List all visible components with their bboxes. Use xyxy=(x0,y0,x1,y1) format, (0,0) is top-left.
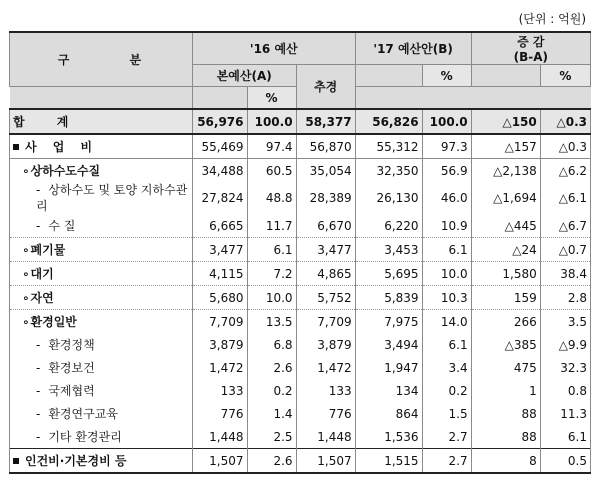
cell-proposal-pct: 1.5 xyxy=(422,402,471,425)
row-label xyxy=(10,159,193,183)
row-label xyxy=(10,402,193,425)
circle-marker-icon: ∘ xyxy=(22,267,30,281)
cell-original-pct: 60.5 xyxy=(247,159,296,183)
cell-original-pct: 2.5 xyxy=(247,425,296,449)
cell-proposal: 26,130 xyxy=(355,182,422,214)
header-supplementary: 추경 xyxy=(296,65,355,110)
cell-proposal: 1,947 xyxy=(355,356,422,379)
row-label-text: 상하수도수질 xyxy=(30,164,101,178)
cell-proposal-pct: 100.0 xyxy=(422,109,471,134)
table-row-waste xyxy=(10,238,591,262)
table-row-intl xyxy=(10,379,591,402)
row-label-text: 사 업 비 xyxy=(25,140,99,154)
row-label xyxy=(10,310,193,334)
row-label: 합 계 xyxy=(10,109,193,134)
cell-change-pct: 3.5 xyxy=(540,310,590,334)
row-label-text: 폐기물 xyxy=(30,243,66,257)
cell-proposal-pct: 6.1 xyxy=(422,333,471,356)
cell-original: 5,680 xyxy=(192,286,247,310)
cell-original: 34,488 xyxy=(192,159,247,183)
cell-original-pct: 97.4 xyxy=(247,134,296,159)
cell-change: 266 xyxy=(471,310,540,334)
cell-proposal: 56,826 xyxy=(355,109,422,134)
cell-change-pct: △0.3 xyxy=(540,134,590,159)
cell-proposal-pct: 14.0 xyxy=(422,310,471,334)
unit-note: (단위 : 억원) xyxy=(518,12,586,26)
cell-proposal-pct: 46.0 xyxy=(422,182,471,214)
row-label-text: 대기 xyxy=(30,267,54,281)
header-change-pct: % xyxy=(540,65,590,87)
dash-marker-icon: - xyxy=(36,183,41,197)
cell-original: 7,709 xyxy=(192,310,247,334)
cell-original-pct: 10.0 xyxy=(247,286,296,310)
budget-table xyxy=(9,31,591,474)
header-change-line2: (B-A) xyxy=(513,50,548,64)
cell-change: △2,138 xyxy=(471,159,540,183)
table-row-env-general xyxy=(10,310,591,334)
header-original-pct: % xyxy=(247,87,296,110)
cell-proposal: 1,536 xyxy=(355,425,422,449)
cell-change-pct: 0.5 xyxy=(540,449,590,474)
row-label-text: 인건비·기본경비 등 xyxy=(25,454,127,468)
circle-marker-icon: ∘ xyxy=(22,291,30,305)
cell-change-pct: △6.2 xyxy=(540,159,590,183)
row-label xyxy=(10,262,193,286)
cell-supplementary: 5,752 xyxy=(296,286,355,310)
cell-proposal: 864 xyxy=(355,402,422,425)
cell-change-pct: △9.9 xyxy=(540,333,590,356)
circle-marker-icon: ∘ xyxy=(22,243,30,257)
circle-marker-icon: ∘ xyxy=(22,315,30,329)
row-label xyxy=(10,134,193,159)
table-row-water xyxy=(10,159,591,183)
cell-proposal: 7,975 xyxy=(355,310,422,334)
dash-marker-icon: - xyxy=(36,219,41,233)
cell-supplementary: 1,507 xyxy=(296,449,355,474)
row-label-text: 국제협력 xyxy=(48,384,95,398)
table-row-water-soil xyxy=(10,182,591,214)
header-change xyxy=(471,32,590,65)
cell-supplementary: 56,870 xyxy=(296,134,355,159)
cell-proposal-pct: 0.2 xyxy=(422,379,471,402)
cell-change-pct: 38.4 xyxy=(540,262,590,286)
row-label-text: 수 질 xyxy=(48,219,76,233)
cell-proposal: 6,220 xyxy=(355,214,422,238)
row-label xyxy=(10,333,193,356)
cell-change-pct: △6.7 xyxy=(540,214,590,238)
cell-change: 88 xyxy=(471,425,540,449)
header-change-line1: 증 감 xyxy=(517,35,545,49)
dash-marker-icon: - xyxy=(36,384,41,398)
cell-change-pct: △0.7 xyxy=(540,238,590,262)
cell-original-pct: 1.4 xyxy=(247,402,296,425)
cell-proposal-pct: 10.3 xyxy=(422,286,471,310)
cell-change-pct: △6.1 xyxy=(540,182,590,214)
cell-proposal-pct: 2.7 xyxy=(422,449,471,474)
cell-supplementary: 1,472 xyxy=(296,356,355,379)
square-bullet-icon xyxy=(13,144,19,150)
cell-original-pct: 11.7 xyxy=(247,214,296,238)
circle-marker-icon: ∘ xyxy=(22,164,30,178)
cell-original: 1,507 xyxy=(192,449,247,474)
header-change-value xyxy=(471,65,540,87)
cell-change: △24 xyxy=(471,238,540,262)
row-label xyxy=(10,379,193,402)
cell-proposal: 5,839 xyxy=(355,286,422,310)
table-row-water-quality xyxy=(10,214,591,238)
row-label-text: 상하수도 및 토양 지하수관리 xyxy=(36,183,188,213)
cell-change: 88 xyxy=(471,402,540,425)
cell-proposal: 3,453 xyxy=(355,238,422,262)
cell-supplementary: 7,709 xyxy=(296,310,355,334)
row-label-text: 자연 xyxy=(30,291,54,305)
cell-original: 1,448 xyxy=(192,425,247,449)
row-label-text: 환경보건 xyxy=(48,361,95,375)
cell-change-pct: 0.8 xyxy=(540,379,590,402)
cell-original: 56,976 xyxy=(192,109,247,134)
cell-original: 3,879 xyxy=(192,333,247,356)
cell-original-pct: 6.8 xyxy=(247,333,296,356)
cell-original-pct: 0.2 xyxy=(247,379,296,402)
cell-proposal-pct: 10.9 xyxy=(422,214,471,238)
cell-original: 3,477 xyxy=(192,238,247,262)
header-spacer-2 xyxy=(355,87,590,110)
table-row-personnel xyxy=(10,449,591,474)
table-row-env-research xyxy=(10,402,591,425)
row-label xyxy=(10,425,193,449)
cell-change: 8 xyxy=(471,449,540,474)
row-label xyxy=(10,449,193,474)
cell-proposal-pct: 3.4 xyxy=(422,356,471,379)
cell-proposal-pct: 6.1 xyxy=(422,238,471,262)
cell-supplementary: 4,865 xyxy=(296,262,355,286)
cell-original: 6,665 xyxy=(192,214,247,238)
cell-original-pct: 13.5 xyxy=(247,310,296,334)
cell-supplementary: 1,448 xyxy=(296,425,355,449)
header-original: 본예산(A) xyxy=(192,65,296,87)
cell-change-pct: 2.8 xyxy=(540,286,590,310)
dash-marker-icon: - xyxy=(36,361,41,375)
row-label xyxy=(10,214,193,238)
cell-supplementary: 133 xyxy=(296,379,355,402)
header-proposal-pct: % xyxy=(422,65,471,87)
cell-original: 776 xyxy=(192,402,247,425)
header-proposal-value xyxy=(355,65,422,87)
cell-change-pct: 11.3 xyxy=(540,402,590,425)
table-row-nature xyxy=(10,286,591,310)
dash-marker-icon: - xyxy=(36,430,41,444)
table-row-business xyxy=(10,134,591,159)
dash-marker-icon: - xyxy=(36,338,41,352)
cell-proposal: 3,494 xyxy=(355,333,422,356)
cell-proposal: 5,695 xyxy=(355,262,422,286)
header-category: 구 분 xyxy=(10,32,193,87)
cell-change: △1,694 xyxy=(471,182,540,214)
cell-change-pct: 6.1 xyxy=(540,425,590,449)
cell-supplementary: 3,477 xyxy=(296,238,355,262)
cell-original-pct: 100.0 xyxy=(247,109,296,134)
cell-supplementary: 58,377 xyxy=(296,109,355,134)
row-label-text: 환경연구교육 xyxy=(48,407,118,421)
cell-change: 1 xyxy=(471,379,540,402)
cell-change: △150 xyxy=(471,109,540,134)
cell-proposal-pct: 10.0 xyxy=(422,262,471,286)
cell-supplementary: 6,670 xyxy=(296,214,355,238)
cell-supplementary: 35,054 xyxy=(296,159,355,183)
cell-change-pct: 32.3 xyxy=(540,356,590,379)
cell-supplementary: 776 xyxy=(296,402,355,425)
cell-original-pct: 7.2 xyxy=(247,262,296,286)
cell-original: 133 xyxy=(192,379,247,402)
cell-proposal: 32,350 xyxy=(355,159,422,183)
row-label xyxy=(10,286,193,310)
cell-change-pct: △0.3 xyxy=(540,109,590,134)
cell-original-pct: 6.1 xyxy=(247,238,296,262)
cell-original-pct: 48.8 xyxy=(247,182,296,214)
cell-proposal-pct: 97.3 xyxy=(422,134,471,159)
table-row-env-other xyxy=(10,425,591,449)
table-row-total xyxy=(10,109,591,134)
cell-proposal: 1,515 xyxy=(355,449,422,474)
row-label-text: 환경일반 xyxy=(30,315,77,329)
row-label xyxy=(10,182,193,214)
table-row-env-policy xyxy=(10,333,591,356)
cell-proposal: 134 xyxy=(355,379,422,402)
cell-change: 159 xyxy=(471,286,540,310)
dash-marker-icon: - xyxy=(36,407,41,421)
header-budget16: '16 예산 xyxy=(192,32,355,65)
cell-change: △445 xyxy=(471,214,540,238)
table-row-env-health xyxy=(10,356,591,379)
cell-original: 55,469 xyxy=(192,134,247,159)
row-label-text: 환경정책 xyxy=(48,338,95,352)
cell-original-pct: 2.6 xyxy=(247,449,296,474)
row-label-text: 기타 환경관리 xyxy=(48,430,122,444)
cell-proposal-pct: 56.9 xyxy=(422,159,471,183)
header-original-value xyxy=(192,87,247,110)
cell-change: 475 xyxy=(471,356,540,379)
cell-change: △385 xyxy=(471,333,540,356)
square-bullet-icon xyxy=(13,458,19,464)
cell-proposal: 55,312 xyxy=(355,134,422,159)
row-label xyxy=(10,356,193,379)
cell-original: 4,115 xyxy=(192,262,247,286)
cell-original: 27,824 xyxy=(192,182,247,214)
header-spacer xyxy=(10,87,193,110)
cell-change: △157 xyxy=(471,134,540,159)
cell-supplementary: 3,879 xyxy=(296,333,355,356)
cell-original-pct: 2.6 xyxy=(247,356,296,379)
cell-proposal-pct: 2.7 xyxy=(422,425,471,449)
header-proposal17: '17 예산안(B) xyxy=(355,32,471,65)
row-label xyxy=(10,238,193,262)
cell-supplementary: 28,389 xyxy=(296,182,355,214)
cell-original: 1,472 xyxy=(192,356,247,379)
cell-change: 1,580 xyxy=(471,262,540,286)
table-row-air xyxy=(10,262,591,286)
